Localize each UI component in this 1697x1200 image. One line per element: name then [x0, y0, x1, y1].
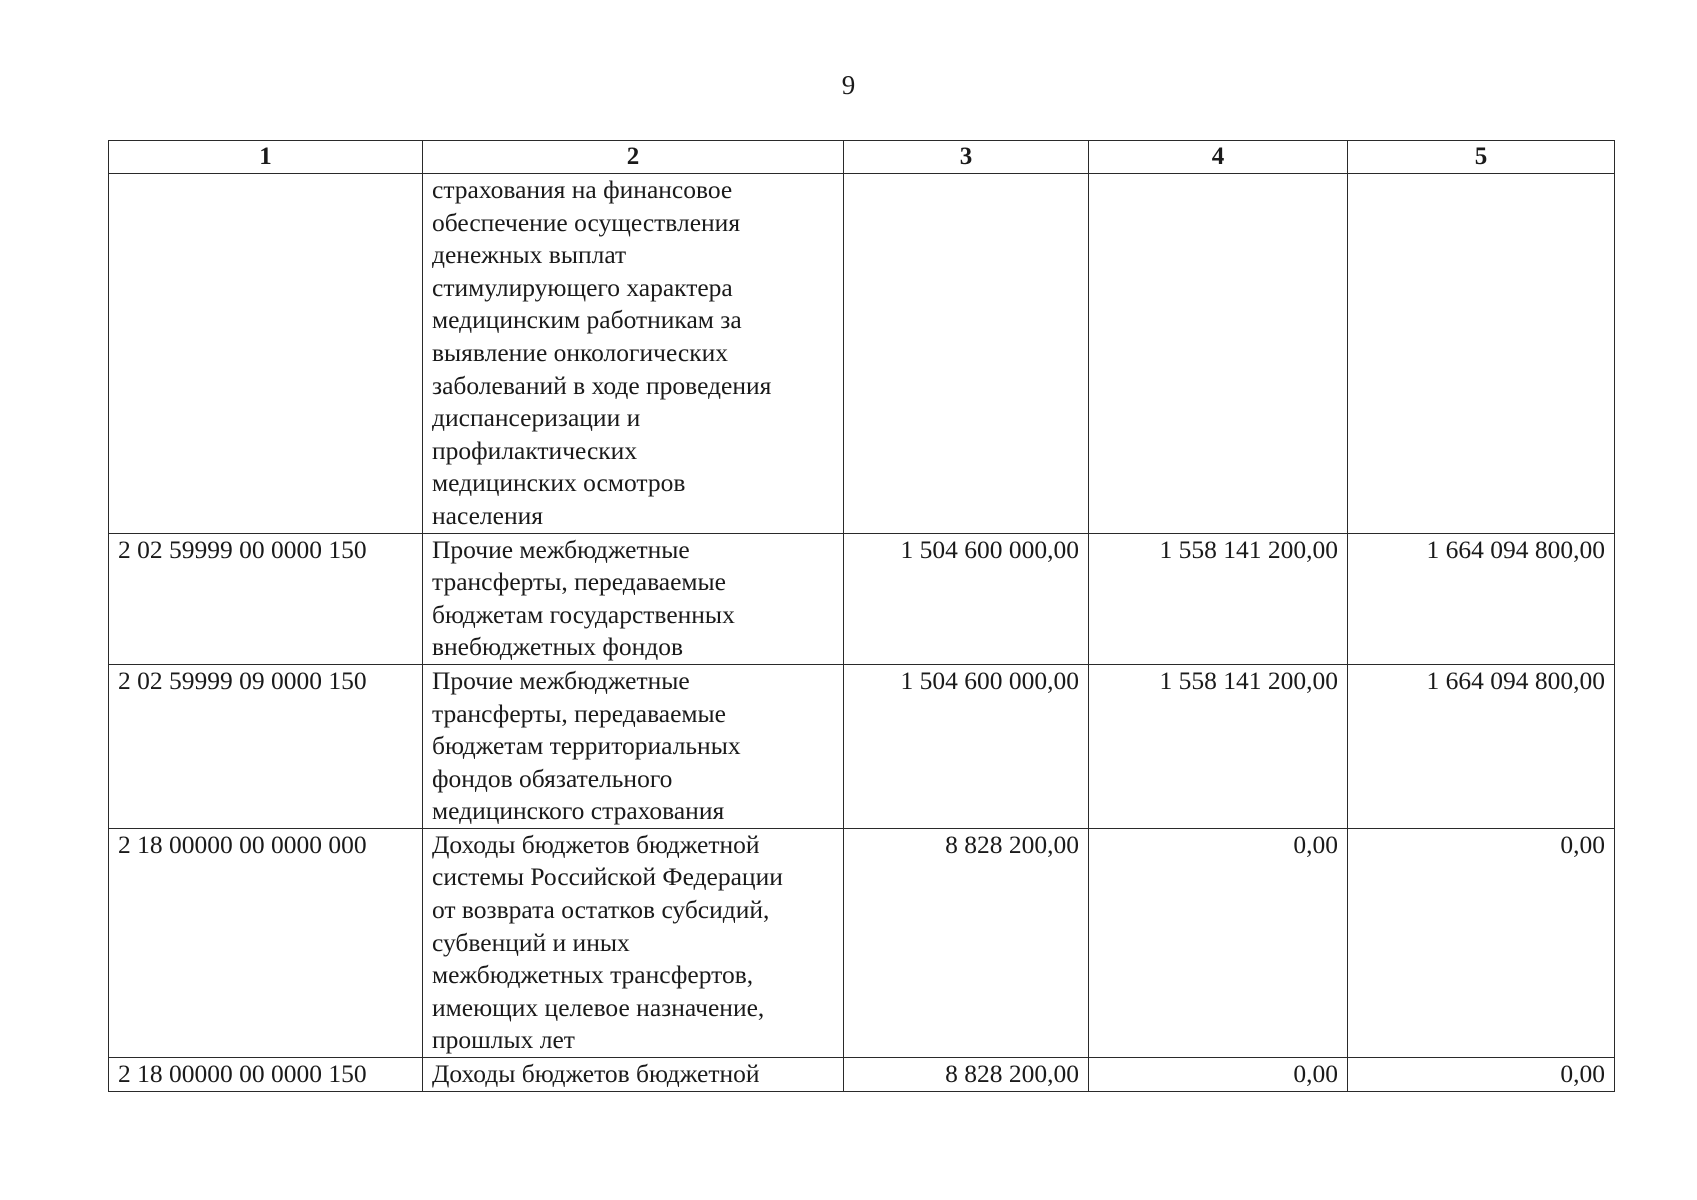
- name-line: от возврата остатков субсидий,: [432, 895, 770, 925]
- name-line: прошлых лет: [432, 1025, 575, 1055]
- name-line: трансферты, передаваемые: [432, 698, 726, 728]
- name-line: внебюджетных фондов: [432, 632, 684, 662]
- amount-col-4: 0,00: [1089, 828, 1348, 1057]
- header-col-2: 2: [423, 141, 844, 174]
- code-cell: 2 02 59999 09 0000 150: [109, 664, 423, 828]
- name-line: обеспечение осуществления: [432, 207, 741, 237]
- name-line: Доходы бюджетов бюджетной: [432, 1059, 760, 1089]
- name-line: бюджетам территориальных: [432, 731, 741, 761]
- name-cell: [423, 533, 844, 664]
- amount-col-3: [844, 174, 1089, 534]
- amount-col-3: 1 504 600 000,00: [844, 664, 1089, 828]
- name-line: имеющих целевое назначение,: [432, 992, 765, 1022]
- name-line: страхования на финансовое: [432, 175, 733, 204]
- header-row: [109, 141, 1615, 174]
- amount-col-5: 0,00: [1348, 1058, 1615, 1092]
- name-line: выявление онкологических: [432, 337, 729, 367]
- table-row: [109, 828, 1615, 1057]
- code-cell: 2 18 00000 00 0000 000: [109, 828, 423, 1057]
- name-line: Доходы бюджетов бюджетной: [432, 829, 760, 859]
- name-cell: [423, 1058, 844, 1092]
- name-line: Прочие межбюджетные: [432, 665, 690, 695]
- name-line: профилактических: [432, 435, 638, 465]
- name-line: стимулирующего характера: [432, 272, 733, 302]
- amount-col-4: 0,00: [1089, 1058, 1348, 1092]
- amount-col-3: 8 828 200,00: [844, 828, 1089, 1057]
- name-line: Прочие межбюджетные: [432, 534, 690, 564]
- header-col-5: 5: [1348, 141, 1615, 174]
- amount-col-4: 1 558 141 200,00: [1089, 533, 1348, 664]
- amount-col-4: 1 558 141 200,00: [1089, 664, 1348, 828]
- table-row: [109, 174, 1615, 534]
- code-cell: 2 18 00000 00 0000 150: [109, 1058, 423, 1092]
- name-line: межбюджетных трансфертов,: [432, 960, 754, 990]
- name-line: диспансеризации и: [432, 403, 641, 433]
- code-cell: 2 02 59999 00 0000 150: [109, 533, 423, 664]
- header-col-4: 4: [1089, 141, 1348, 174]
- name-cell: [423, 828, 844, 1057]
- header-col-3: 3: [844, 141, 1089, 174]
- name-line: бюджетам государственных: [432, 599, 735, 629]
- header-col-1: 1: [109, 141, 423, 174]
- name-line: фондов обязательного: [432, 763, 673, 793]
- amount-col-5: 1 664 094 800,00: [1348, 664, 1615, 828]
- table-row: [109, 533, 1615, 664]
- name-line: системы Российской Федерации: [432, 862, 783, 892]
- amount-col-5: 1 664 094 800,00: [1348, 533, 1615, 664]
- amount-col-3: 1 504 600 000,00: [844, 533, 1089, 664]
- name-line: денежных выплат: [432, 240, 627, 270]
- name-line: трансферты, передаваемые: [432, 567, 726, 597]
- name-cell: [423, 664, 844, 828]
- name-cell: [423, 174, 844, 534]
- amount-col-5: [1348, 174, 1615, 534]
- amount-col-3: 8 828 200,00: [844, 1058, 1089, 1092]
- table-row: [109, 1058, 1615, 1092]
- name-line: субвенций и иных: [432, 927, 630, 957]
- table-row: [109, 664, 1615, 828]
- amount-col-4: [1089, 174, 1348, 534]
- amount-col-5: 0,00: [1348, 828, 1615, 1057]
- budget-table: [108, 140, 1615, 1092]
- name-line: медицинским работникам за: [432, 305, 742, 335]
- name-line: медицинского страхования: [432, 796, 725, 826]
- page-number: 9: [841, 70, 856, 100]
- name-line: населения: [432, 500, 543, 530]
- name-line: медицинских осмотров: [432, 468, 686, 498]
- name-line: заболеваний в ходе проведения: [432, 370, 772, 400]
- code-cell: [109, 174, 423, 534]
